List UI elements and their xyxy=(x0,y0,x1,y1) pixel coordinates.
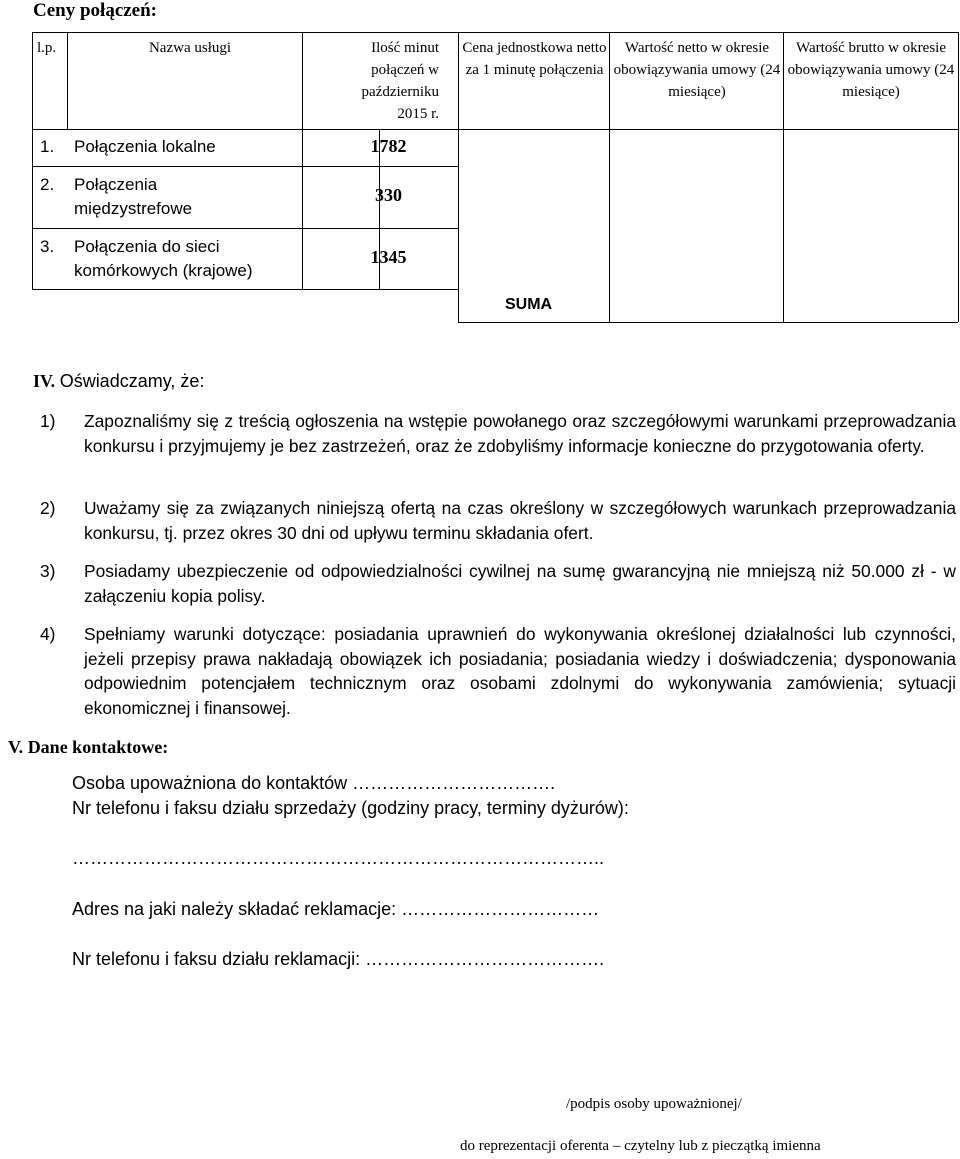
row-minutes: 1782 xyxy=(370,136,407,156)
statement-number: 1) xyxy=(40,411,56,431)
table-col-border xyxy=(458,32,459,322)
row-minutes: 330 xyxy=(375,185,402,205)
row-lp: 2. xyxy=(40,175,55,194)
row-service-name: Połączenia międzystrefowe xyxy=(74,175,193,218)
statement-text: Spełniamy warunki dotyczące: posiadania uprawnień do wykonywania określonej działalności lub czynności, jeżeli przepisy prawa nakładają obowiązek ich posiadania; posiadania wiedzy i doświadczenia; dysponowania odpowiednim potencjałem technicznym oraz osobami zdolnymi do wykonywania zamówienia; sytuacji ekonomicznej i finansowej. xyxy=(84,624,956,718)
statement-text: Uważamy się za związanych niniejszą ofertą na czas określony w szczegółowych warunkach przeprowadzania konkursu, tj. przez okres 30 dni od upływu terminu składania ofert. xyxy=(84,498,956,543)
table-col-border xyxy=(32,32,33,289)
table-row-divider xyxy=(32,228,458,229)
row-service-name: Połączenia lokalne xyxy=(74,137,216,156)
statement-item xyxy=(40,622,956,720)
table-row-divider xyxy=(32,166,458,167)
complaints-address-line: Adres na jaki należy składać reklamacje: …………………………… xyxy=(72,899,600,919)
table-top-border xyxy=(32,32,958,33)
section-4-heading xyxy=(33,371,204,392)
header-gross-value: Wartość brutto w okresie obowiązywania umowy (24 miesiące) xyxy=(787,40,955,100)
contact-person-line: Osoba upoważniona do kontaktów ……………………………. xyxy=(72,773,556,793)
sum-label: SUMA xyxy=(505,296,553,313)
row-lp: 3. xyxy=(40,237,55,256)
statement-number: 2) xyxy=(40,498,56,518)
statement-number: 4) xyxy=(40,624,56,644)
signature-note: do reprezentacji oferenta – czytelny lub z pieczątką imienna xyxy=(460,1138,821,1154)
header-net-value: Wartość netto w okresie obowiązywania umowy (24 miesiące) xyxy=(613,40,781,100)
table-row-divider xyxy=(32,289,458,290)
header-minutes: Ilość minut połączeń w październiku 2015 r. xyxy=(361,40,439,122)
row-lp: 1. xyxy=(40,137,55,156)
section-5-number: V. xyxy=(8,737,24,757)
statement-text: Posiadamy ubezpieczenie od odpowiedzialności cywilnej na sumę gwarancyjną nie mniejszą niż 50.000 zł - w załączeniu kopia polisy. xyxy=(84,561,956,606)
signature-label: /podpis osoby upoważnionej/ xyxy=(566,1096,742,1112)
section-4-number: IV. xyxy=(33,371,56,391)
table-col-border xyxy=(783,32,784,322)
table-col-border xyxy=(67,32,68,129)
section-5-heading xyxy=(8,737,168,758)
header-lp: l.p. xyxy=(37,40,57,56)
table-col-border xyxy=(958,32,959,322)
section-4-title: Oświadczamy, że: xyxy=(59,371,205,391)
table-bottom-border xyxy=(458,322,958,323)
sales-phone-dots: …………………………………………………………………………….. xyxy=(72,848,605,868)
sales-phone-line: Nr telefonu i faksu działu sprzedaży (godziny pracy, terminy dyżurów): xyxy=(72,798,629,818)
row-service-name: Połączenia do sieci komórkowych (krajowe) xyxy=(74,237,253,280)
table-col-border xyxy=(609,32,610,322)
table-header-border xyxy=(32,129,958,130)
statement-item xyxy=(40,409,956,458)
header-unit-price: Cena jednostkowa netto za 1 minutę połączenia xyxy=(462,40,607,78)
header-service-name: Nazwa usługi xyxy=(148,40,232,56)
statement-item xyxy=(40,559,956,608)
complaints-phone-line: Nr telefonu i faksu działu reklamacji: …………………………………. xyxy=(72,949,605,969)
section-5-title: Dane kontaktowe: xyxy=(27,737,169,757)
statement-item xyxy=(40,496,956,545)
statement-text: Zapoznaliśmy się z treścią ogłoszenia na wstępie powołanego oraz szczegółowymi warunkami przeprowadzania konkursu i przyjmujemy je bez zastrzeżeń, oraz że zdobyliśmy informacje konieczne do przygotowania oferty. xyxy=(84,411,956,456)
statement-number: 3) xyxy=(40,561,56,581)
row-minutes: 1345 xyxy=(370,247,407,267)
page-title: Ceny połączeń: xyxy=(33,0,158,21)
